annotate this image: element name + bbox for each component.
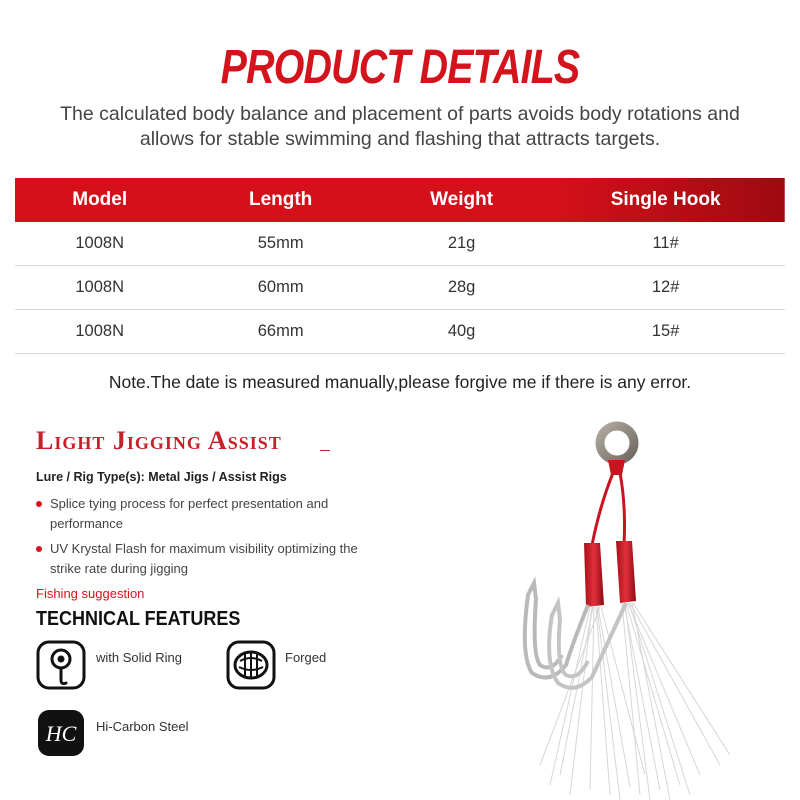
solid-ring-icon <box>36 640 86 690</box>
intro-line-2: allows for stable swimming and flashing that attracts targets. <box>139 128 661 150</box>
product-name-rule <box>320 450 330 451</box>
assist-hook-illustration <box>480 415 800 800</box>
bullet-line-1: UV Krystal Flash for maximum visibility optimizing the <box>50 541 358 556</box>
bullet-dot-icon <box>36 501 42 507</box>
cell-model: 1008N <box>15 266 184 310</box>
hi-carbon-icon-text: HC <box>45 721 77 746</box>
bullet-dot-icon <box>36 546 42 552</box>
bullet-line-2: performance <box>50 516 123 531</box>
bullet-line-2: strike rate during jigging <box>50 561 189 576</box>
fishing-suggestion-label: Fishing suggestion <box>36 586 145 601</box>
spec-table-header <box>15 178 785 222</box>
cell-length: 66mm <box>184 310 377 354</box>
cell-model: 1008N <box>15 310 184 354</box>
lure-type-label: Lure / Rig Type(s): Metal Jigs / Assist Rigs <box>36 470 287 484</box>
column-header-single-hook: Single Hook <box>610 189 721 210</box>
column-header-weight: Weight <box>430 189 494 210</box>
cell-single-hook: 11# <box>546 222 785 266</box>
sleeve-right <box>616 541 636 603</box>
feature-label-hi-carbon-steel: Hi-Carbon Steel <box>96 719 189 734</box>
cell-single-hook: 15# <box>546 310 785 354</box>
feature-label-forged: Forged <box>285 650 327 665</box>
column-header-model: Model <box>72 189 128 210</box>
product-name: Light Jigging Assist <box>36 426 282 455</box>
technical-features-heading: TECHNICAL FEATURES <box>36 608 241 630</box>
cell-single-hook: 12# <box>546 266 785 310</box>
binding-knot <box>608 460 625 475</box>
cell-weight: 28g <box>377 266 546 310</box>
spec-table <box>15 178 785 354</box>
intro-line-1: The calculated body balance and placement of parts avoids body rotations and <box>60 103 740 125</box>
table-row <box>15 310 785 354</box>
forged-icon <box>226 640 276 690</box>
cell-weight: 40g <box>377 310 546 354</box>
column-header-length: Length <box>248 189 313 210</box>
flash-fibres <box>540 603 730 800</box>
table-row <box>15 222 785 266</box>
cell-weight: 21g <box>377 222 546 266</box>
cell-model: 1008N <box>15 222 184 266</box>
cell-length: 55mm <box>184 222 377 266</box>
sleeve-left <box>584 543 604 607</box>
table-row <box>15 266 785 310</box>
page-title: PRODUCT DETAILS <box>220 41 580 94</box>
hi-carbon-steel-icon <box>36 708 86 758</box>
feature-bullet-list <box>36 494 406 584</box>
list-item <box>36 539 406 579</box>
solid-ring <box>600 426 634 460</box>
list-item <box>36 494 406 534</box>
bullet-line-1: Splice tying process for perfect presentation and <box>50 496 329 511</box>
measurement-note: Note.The date is measured manually,please forgive me if there is any error. <box>108 372 692 392</box>
cell-length: 60mm <box>184 266 377 310</box>
intro-text <box>0 102 800 152</box>
feature-label-solid-ring: with Solid Ring <box>96 650 182 665</box>
